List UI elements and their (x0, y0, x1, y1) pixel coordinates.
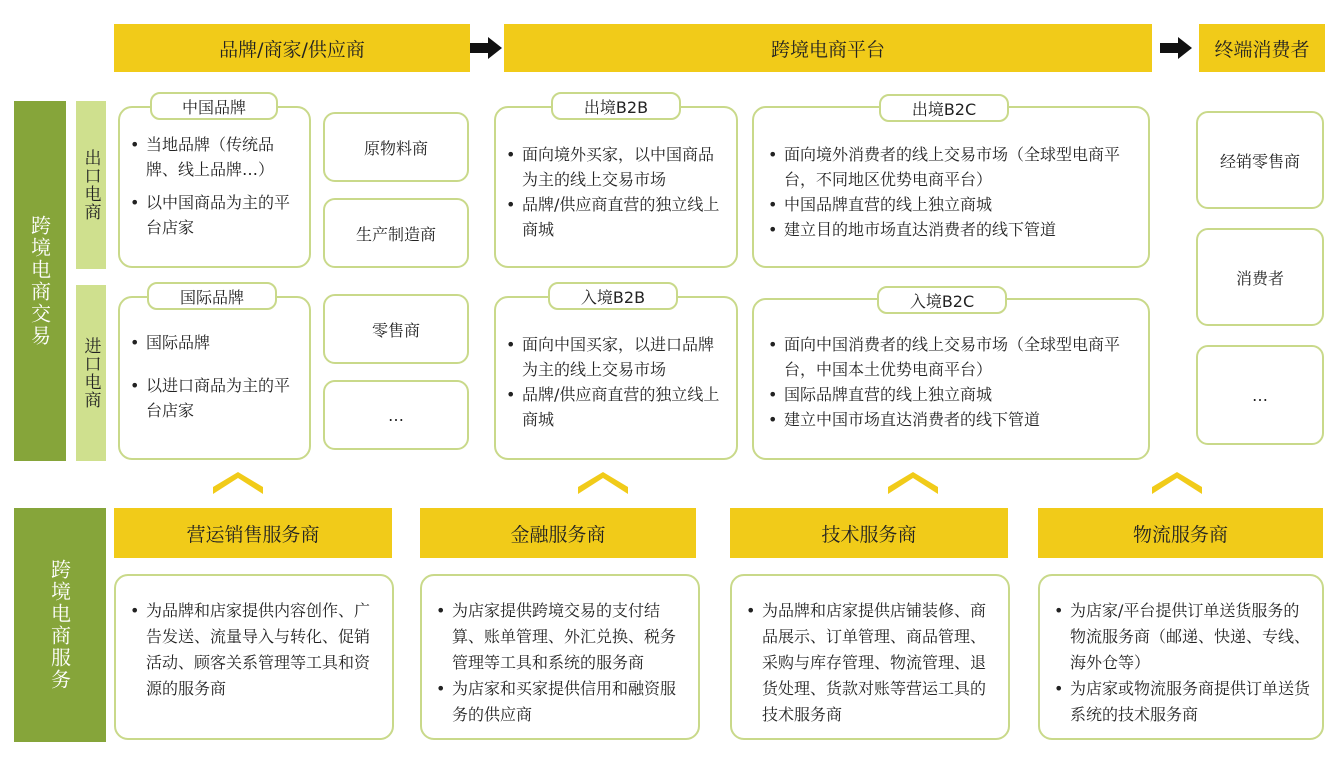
service-box-logistics (1038, 574, 1324, 740)
consumer-label: 消费者 (1235, 268, 1284, 288)
chevron-up-icon (213, 472, 263, 494)
side-trade-label: 跨境电商交易 (27, 215, 52, 347)
import-brand-list (120, 330, 309, 423)
service-title: 营运销售服务商 (186, 523, 320, 546)
service-box-finance (420, 574, 700, 740)
header-supply-label: 品牌/商家/供应商 (219, 38, 365, 61)
import-b2c-box (752, 298, 1150, 460)
service-list (1040, 598, 1322, 728)
import-pill-retailer (323, 294, 469, 364)
list-item: • 当地品牌（传统品牌、线上品牌…） (126, 132, 303, 182)
list-item: • 为店家或物流服务商提供订单送货系统的技术服务商 (1050, 676, 1312, 728)
list-item: • 建立中国市场直达消费者的线下管道 (764, 407, 1138, 432)
consumer-label: 经销零售商 (1219, 151, 1300, 171)
export-brand-title (150, 92, 278, 120)
consumer-more (1196, 345, 1324, 445)
import-b2b-box (494, 296, 738, 460)
import-b2b-title (548, 282, 678, 310)
service-header-logistics (1038, 508, 1323, 558)
export-b2c-title-label: 出境B2C (911, 99, 977, 119)
side-service (14, 508, 106, 742)
service-header-finance (420, 508, 696, 558)
export-b2c-title (879, 94, 1009, 122)
header-platform-label: 跨境电商平台 (770, 38, 885, 61)
service-title: 物流服务商 (1132, 523, 1228, 546)
export-b2b-title (551, 92, 681, 120)
pill-label: … (388, 405, 404, 425)
pill-label: 原物料商 (363, 138, 428, 158)
pill-label: 零售商 (371, 320, 420, 340)
export-pill-manufacturer (323, 198, 469, 268)
export-brand-list (120, 132, 309, 240)
list-item: • 为店家/平台提供订单送货服务的物流服务商（邮递、快递、专线、海外仓等） (1050, 598, 1312, 676)
consumer-distributor (1196, 111, 1324, 209)
service-box-tech (730, 574, 1010, 740)
import-pill-more (323, 380, 469, 450)
list-item: • 以进口商品为主的平台店家 (126, 373, 303, 423)
chevron-up-icon (578, 472, 628, 494)
service-list (422, 598, 698, 728)
side-trade (14, 101, 66, 461)
export-brand-title-label: 中国品牌 (181, 97, 246, 117)
export-brand-box (118, 106, 311, 268)
chevron-up-icon (888, 472, 938, 494)
consumer-consumer (1196, 228, 1324, 326)
import-brand-title-label: 国际品牌 (179, 287, 244, 307)
service-header-tech (730, 508, 1008, 558)
export-b2b-box (494, 106, 738, 268)
list-item: • 为品牌和店家提供内容创作、广告发送、流量导入与转化、促销活动、顾客关系管理等工具和资源的服务商 (126, 598, 382, 702)
list-item: • 面向境外买家，以中国商品为主的线上交易市场 (502, 142, 728, 192)
side-export-label: 出口电商 (80, 149, 101, 221)
header-consumer (1199, 24, 1325, 72)
service-box-operations (114, 574, 394, 740)
side-export (76, 101, 106, 269)
side-service-label: 跨境电商服务 (47, 559, 72, 691)
arrow-right-icon (470, 37, 502, 59)
import-b2c-title-label: 入境B2C (909, 291, 975, 311)
pill-label: 生产制造商 (355, 224, 436, 244)
export-b2b-list (496, 142, 736, 242)
import-b2c-list (754, 332, 1148, 432)
export-b2c-box (752, 106, 1150, 268)
import-b2c-title (877, 286, 1007, 314)
list-item: • 为品牌和店家提供店铺装修、商品展示、订单管理、商品管理、采购与库存管理、物流管理、退货处理、货款对账等营运工具的技术服务商 (742, 598, 998, 728)
service-title: 技术服务商 (821, 523, 917, 546)
list-item: • 面向中国消费者的线上交易市场（全球型电商平台，中国本土优势电商平台） (764, 332, 1138, 382)
import-brand-box (118, 296, 311, 460)
header-consumer-label: 终端消费者 (1214, 38, 1310, 61)
list-item: • 中国品牌直营的线上独立商城 (764, 192, 1138, 217)
list-item: • 国际品牌直营的线上独立商城 (764, 382, 1138, 407)
list-item: • 为店家提供跨境交易的支付结算、账单管理、外汇兑换、税务管理等工具和系统的服务商 (432, 598, 688, 676)
list-item: • 品牌/供应商直营的独立线上商城 (502, 382, 728, 432)
side-import-label: 进口电商 (80, 337, 101, 409)
export-b2b-title-label: 出境B2B (583, 97, 649, 117)
import-brand-title (147, 282, 277, 310)
header-platform (504, 24, 1152, 72)
service-title: 金融服务商 (510, 523, 606, 546)
list-item: • 建立目的地市场直达消费者的线下管道 (764, 217, 1138, 242)
import-b2b-list (496, 332, 736, 432)
chevron-up-icon (1152, 472, 1202, 494)
service-list (116, 598, 392, 702)
list-item: • 品牌/供应商直营的独立线上商城 (502, 192, 728, 242)
service-list (732, 598, 1008, 728)
import-b2b-title-label: 入境B2B (580, 287, 646, 307)
service-header-operations (114, 508, 392, 558)
export-b2c-list (754, 142, 1148, 242)
export-pill-raw-material (323, 112, 469, 182)
consumer-label: … (1252, 385, 1268, 405)
header-supply (114, 24, 470, 72)
list-item: • 以中国商品为主的平台店家 (126, 190, 303, 240)
list-item: • 面向境外消费者的线上交易市场（全球型电商平台，不同地区优势电商平台） (764, 142, 1138, 192)
list-item: • 为店家和买家提供信用和融资服务的供应商 (432, 676, 688, 728)
list-item: • 面向中国买家，以进口品牌为主的线上交易市场 (502, 332, 728, 382)
side-import (76, 285, 106, 461)
arrow-right-icon (1160, 37, 1192, 59)
list-item: • 国际品牌 (126, 330, 303, 355)
